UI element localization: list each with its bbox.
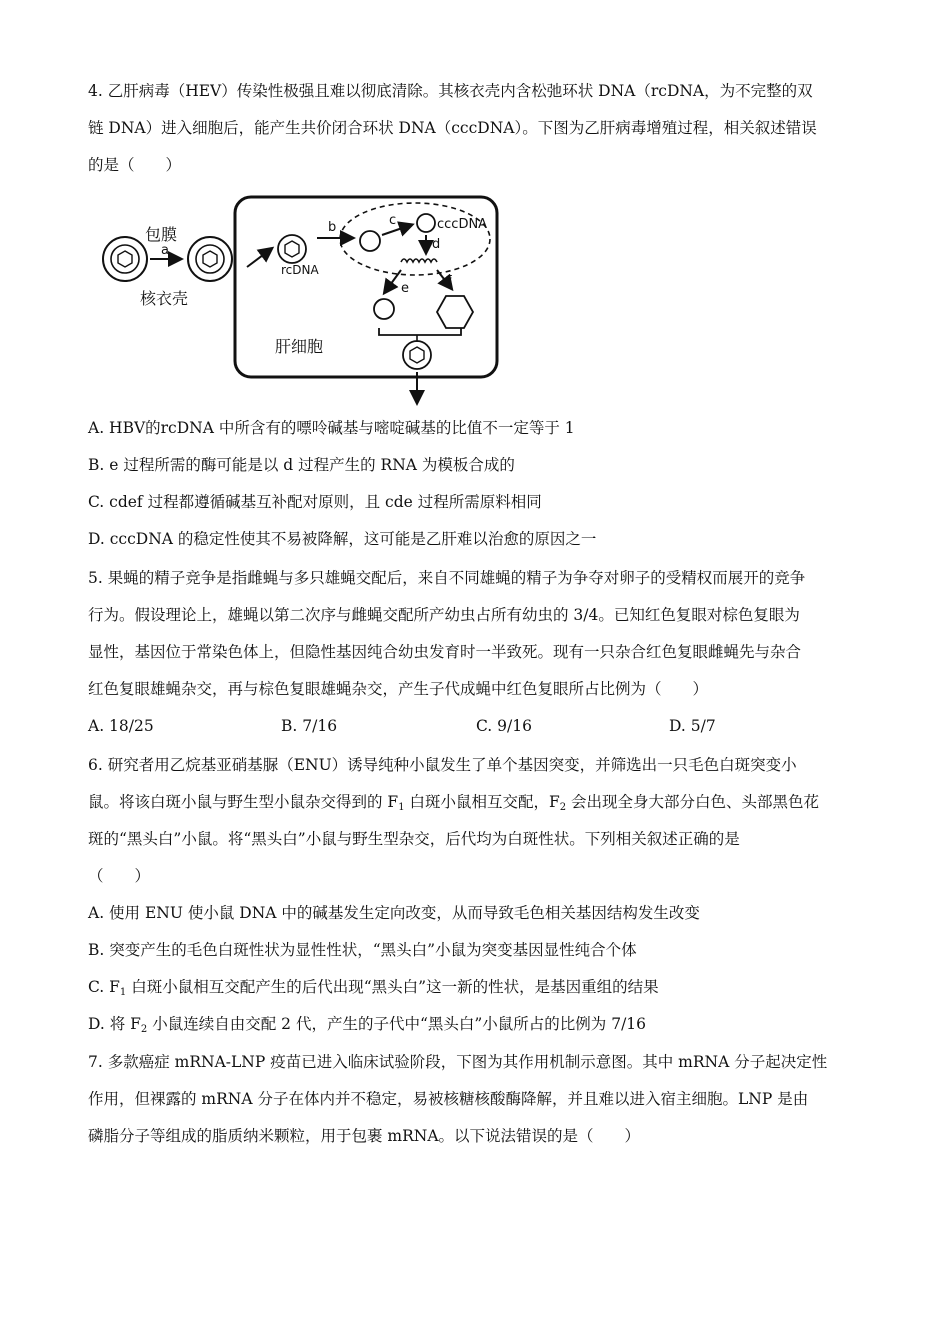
q6-option-c-text: 白斑小鼠相互交配产生的后代出现“黑头白”这一新的性状，是基因重组的结果 (126, 978, 659, 996)
q5-option-c[interactable]: C. 9/16 (476, 717, 532, 735)
capsid-label: 核衣壳 (140, 289, 189, 308)
q4-option-a[interactable]: A. HBV的rcDNA 中所含有的嘌呤碱基与嘧啶碱基的比值不一定等于 1 (88, 419, 575, 437)
q6-stem-line-2 (88, 791, 819, 813)
q5-option-a[interactable]: A. 18/25 (88, 717, 154, 735)
label-c: c (389, 213, 397, 228)
q7-stem-line-1: 7. 多款癌症 mRNA-LNP 疫苗已进入临床试验阶段，下图为其作用机制示意图。其中 mRNA 分子起决定性 (88, 1053, 828, 1071)
arrow-c (382, 225, 411, 235)
q6-option-c-prefix: C. F (88, 978, 120, 996)
q6-option-a[interactable]: A. 使用 ENU 使小鼠 DNA 中的碱基发生定向改变，从而导致毛色相关基因结构发生改变 (88, 904, 700, 922)
q6-stem-line-2-part-c: 会出现全身大部分白色、头部黑色花 (566, 793, 820, 811)
q6-option-d-text: 小鼠连续自由交配 2 代，产生的子代中“黑头白”小鼠所占的比例为 7/16 (147, 1015, 647, 1033)
virus-particle-entering (188, 237, 232, 281)
q6-stem-line-3: 斑的“黑头白”小鼠。将“黑头白”小鼠与野生型杂交，后代均为白斑性状。下列相关叙述正确的是 (88, 830, 740, 848)
label-d: d (432, 237, 441, 252)
q5-stem-line-4: 红色复眼雄蝇杂交，再与棕色复眼雄蝇杂交，产生子代成蝇中红色复眼所占比例为（ ） (88, 680, 709, 698)
q6-option-d-prefix: D. 将 F (88, 1015, 141, 1033)
rcdna-label: rcDNA (281, 263, 319, 277)
q7-stem-line-2: 作用，但裸露的 mRNA 分子在体内并不稳定，易被核糖核酸酶降解，并且难以进入宿主细胞。LNP 是由 (88, 1090, 809, 1108)
q6-stem-line-4: （ ） (88, 867, 151, 885)
q5-stem-line-1: 5. 果蝇的精子竞争是指雌蝇与多只雄蝇交配后，来自不同雄蝇的精子为争夺对卵子的受精权而展开的竞争 (88, 569, 806, 587)
cccdna-label: cccDNA (437, 217, 488, 232)
label-f: f (447, 274, 452, 289)
q6-option-c[interactable] (88, 976, 659, 998)
q4-option-c[interactable]: C. cdef 过程都遵循碱基互补配对原则，且 cde 过程所需原料相同 (88, 493, 542, 511)
arrow-uncoating (247, 249, 271, 267)
rcdna-in-nucleus (360, 231, 380, 251)
q4-option-b[interactable]: B. e 过程所需的酶可能是以 d 过程产生的 RNA 为模板合成的 (88, 456, 515, 474)
q4-stem-line-2: 链 DNA）进入细胞后，能产生共价闭合环状 DNA（cccDNA）。下图为乙肝病毒增殖过程，相关叙述错误 (88, 119, 817, 137)
liver-cell-label: 肝细胞 (275, 337, 324, 356)
q4-stem-line-3: 的是（ ） (88, 156, 182, 174)
q4-option-d[interactable]: D. cccDNA 的稳定性使其不易被降解，这可能是乙肝难以治愈的原因之一 (88, 530, 597, 548)
q6-option-b[interactable]: B. 突变产生的毛色白斑性状为显性性状，“黑头白”小鼠为突变基因显性纯合个体 (88, 941, 637, 959)
q6-stem-line-2-part-b: 白斑小鼠相互交配，F (404, 793, 560, 811)
assembly-bracket (379, 328, 461, 335)
subscript-2: 2 (140, 1024, 148, 1035)
cccdna-circle (417, 214, 435, 232)
q5-stem-line-3: 显性，基因位于常染色体上，但隐性基因纯合幼虫发育时一半致死。现有一只杂合红色复眼雌蝇先与杂合 (88, 643, 802, 661)
nucleus-outline (340, 203, 490, 275)
subscript-2: 2 (559, 802, 567, 813)
hbv-replication-diagram (95, 192, 515, 412)
q5-option-b[interactable]: B. 7/16 (281, 717, 338, 735)
new-virion (403, 341, 431, 369)
q6-option-d[interactable] (88, 1013, 646, 1035)
q5-stem-line-2: 行为。假设理论上，雄蝇以第二次序与雌蝇交配所产幼虫占所有幼虫的 3/4。已知红色复眼对棕色复眼为 (88, 606, 800, 624)
virus-particle-outside (103, 237, 147, 281)
label-a: a (161, 243, 169, 258)
q6-stem-line-2-part-a: 鼠。将该白斑小鼠与野生型小鼠杂交得到的 F (88, 793, 399, 811)
label-b: b (328, 220, 337, 235)
subscript-1: 1 (398, 802, 405, 813)
new-rcdna-circle (374, 299, 394, 319)
q4-stem-line-1: 4. 乙肝病毒（HEV）传染性极强且难以彻底清除。其核衣壳内含松弛环状 DNA（rcDNA，为不完整的双 (88, 82, 813, 100)
subscript-1: 1 (119, 987, 127, 998)
capsid-protein-hexagon (437, 296, 473, 328)
q6-stem-line-1: 6. 研究者用乙烷基亚硝基脲（ENU）诱导纯种小鼠发生了单个基因突变，并筛选出一只毛色白斑突变小 (88, 756, 797, 774)
q5-option-d[interactable]: D. 5/7 (669, 717, 716, 735)
capsid-with-rcdna (278, 235, 306, 263)
label-e: e (401, 281, 409, 296)
rna-strand (401, 259, 437, 262)
envelope-label: 包膜 (145, 225, 178, 244)
q7-stem-line-3: 磷脂分子等组成的脂质纳米颗粒，用于包裹 mRNA。以下说法错误的是（ ） (88, 1127, 641, 1145)
